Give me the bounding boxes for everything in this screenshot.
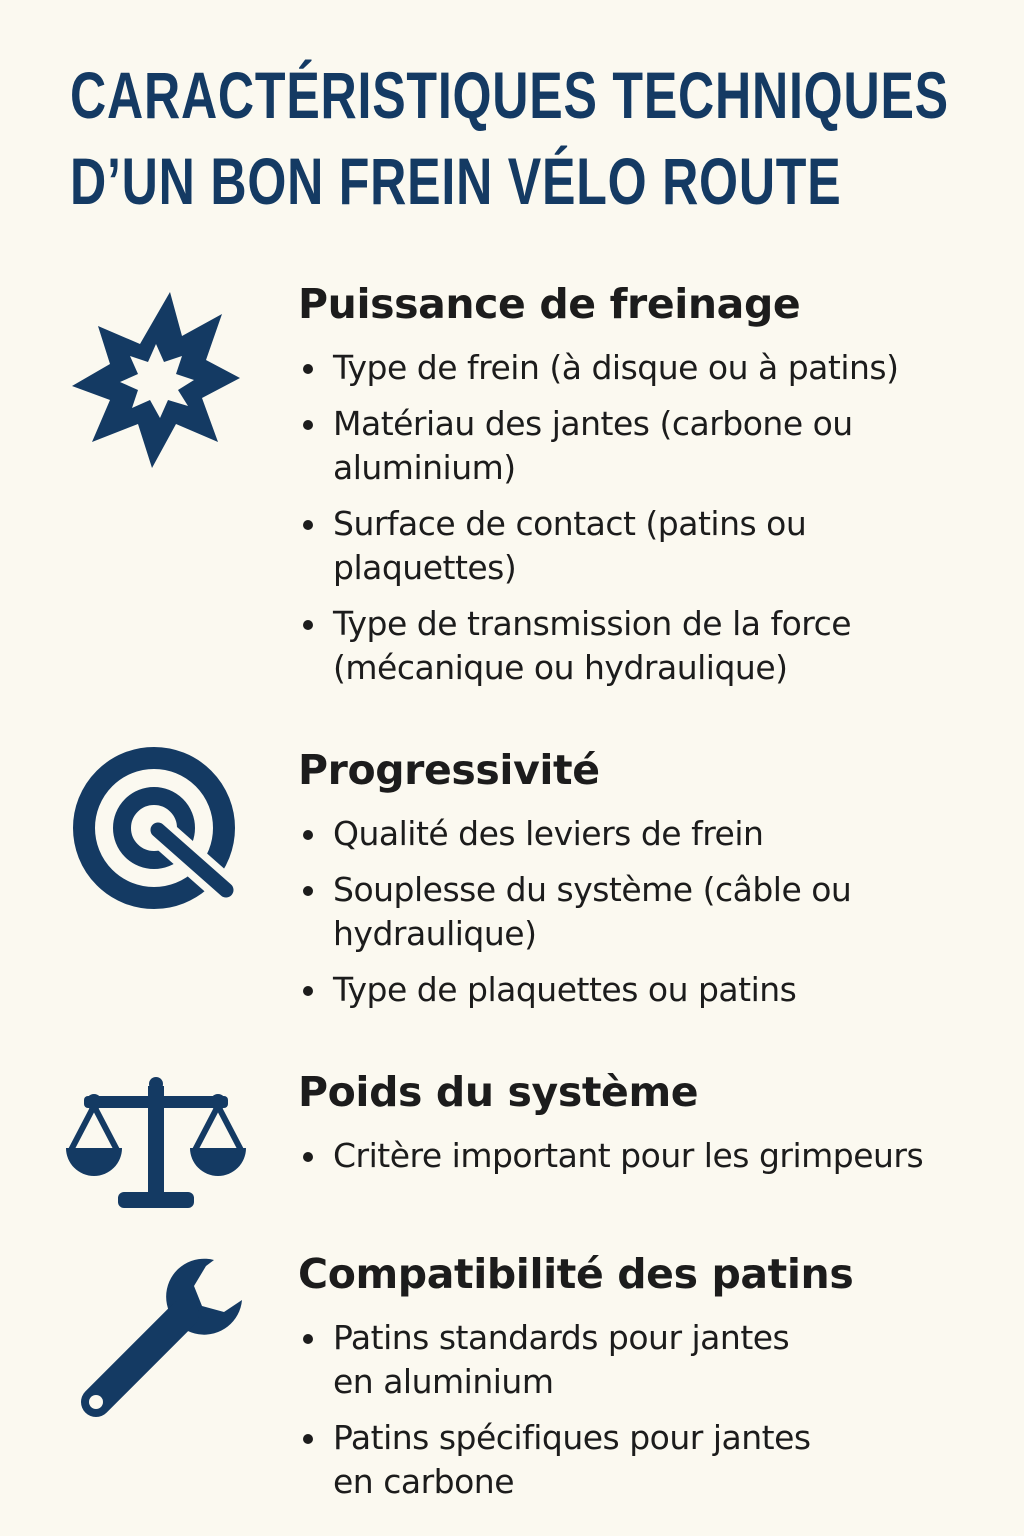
section-heading: Poids du système [298, 1068, 699, 1116]
list-item: Type de frein (à disque ou à patins) [298, 346, 988, 390]
section-pad-compatibility [298, 1250, 988, 1504]
wrench-icon [74, 1256, 246, 1428]
list-item: Qualité des leviers de frein [298, 812, 988, 856]
target-gauge-icon [72, 746, 240, 914]
list-item: Patins spécifiques pour jantes en carbone [298, 1416, 988, 1504]
scale-icon [64, 1076, 248, 1212]
list-item: Type de transmission de la force (mécanique ou hydraulique) [298, 602, 988, 690]
burst-icon [70, 290, 242, 470]
section-heading: Compatibilité des patins [298, 1250, 854, 1298]
bullet-list [298, 1316, 988, 1504]
page-title-line-1: CARACTÉRISTIQUES TECHNIQUES [70, 58, 949, 132]
bullet-list [298, 1134, 988, 1178]
list-item: Patins standards pour jantes en aluminium [298, 1316, 988, 1404]
section-heading: Progressivité [298, 746, 600, 794]
list-item: Souplesse du système (câble ou hydraulique) [298, 868, 988, 956]
list-item: Surface de contact (patins ou plaquettes) [298, 502, 988, 590]
list-item: Critère important pour les grimpeurs [298, 1134, 988, 1178]
section-heading: Puissance de freinage [298, 280, 801, 328]
page-title-line-2: D’UN BON FREIN VÉLO ROUTE [70, 144, 842, 218]
list-item: Matériau des jantes (carbone ou aluminium) [298, 402, 988, 490]
section-braking-power [298, 280, 988, 690]
section-system-weight [298, 1068, 988, 1178]
bullet-list [298, 346, 988, 690]
bullet-list [298, 812, 988, 1012]
list-item: Type de plaquettes ou patins [298, 968, 988, 1012]
section-progressivity [298, 746, 988, 1012]
page-title [70, 52, 949, 224]
